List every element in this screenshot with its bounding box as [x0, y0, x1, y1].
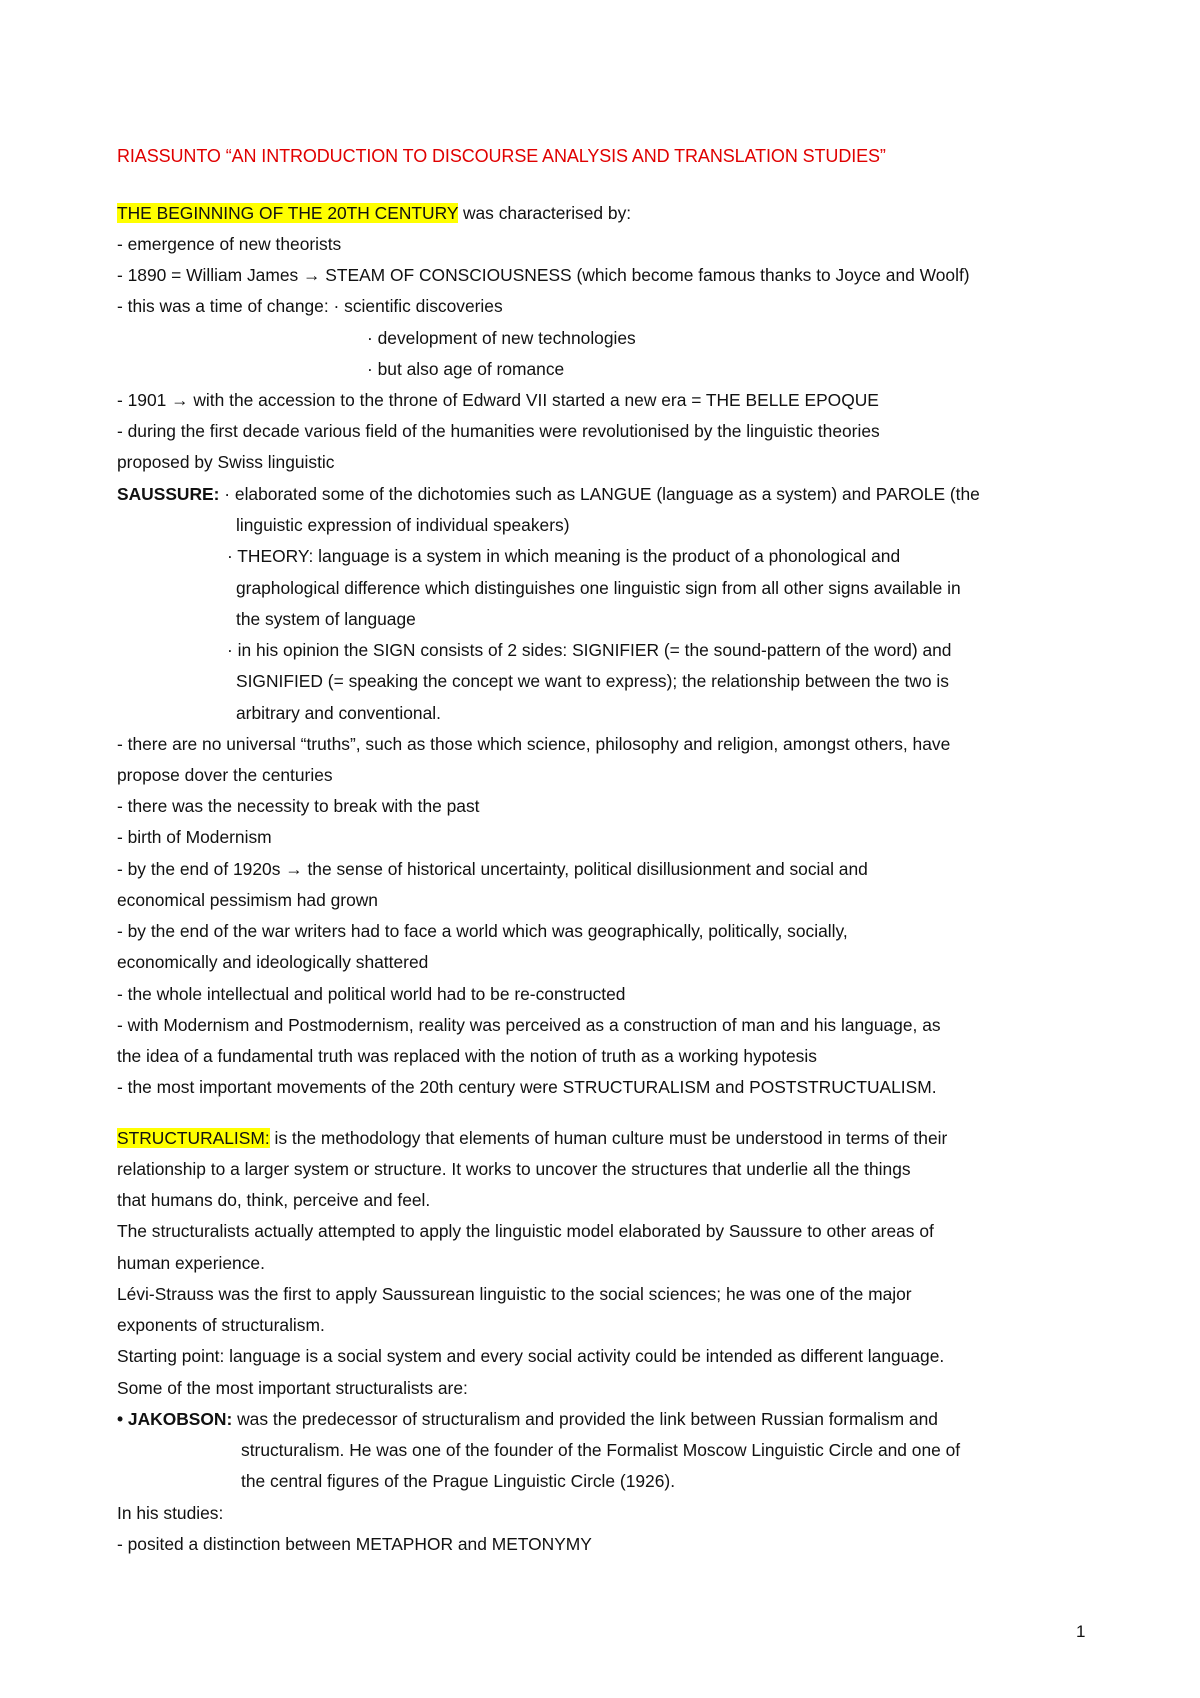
text-line: - by the end of the war writers had to face a world which was geographically, politically, socially,: [117, 921, 848, 941]
text-line: - during the first decade various field of the humanities were revolutionised by the linguistic theories: [117, 421, 880, 441]
section-heading-highlighted: THE BEGINNING OF THE 20TH CENTURY: [117, 203, 459, 223]
text-line: exponents of structuralism.: [117, 1315, 325, 1335]
text-line: economical pessimism had grown: [117, 890, 378, 910]
jakobson-label: • JAKOBSON:: [117, 1409, 233, 1429]
text-line: - by the end of 1920s → the sense of historical uncertainty, political disillusionment and social and: [117, 859, 868, 879]
text-line: - with Modernism and Postmodernism, reality was perceived as a construction of man and his language, as: [117, 1015, 941, 1035]
text-line: - birth of Modernism: [117, 827, 272, 847]
section-heading-rest: is the methodology that elements of human culture must be understood in terms of their: [269, 1128, 948, 1148]
text-line: · in his opinion the SIGN consists of 2 sides: SIGNIFIER (= the sound-pattern of the word) and: [227, 640, 952, 660]
section-heading-highlighted: STRUCTURALISM:: [117, 1128, 270, 1148]
text-line: Starting point: language is a social system and every social activity could be intended as different language.: [117, 1346, 945, 1366]
saussure-label: SAUSSURE:: [117, 484, 220, 504]
text-line: [117, 1411, 938, 1428]
text-line: - posited a distinction between METAPHOR and METONYMY: [117, 1534, 592, 1554]
text-line: the idea of a fundamental truth was replaced with the notion of truth as a working hypotesis: [117, 1046, 817, 1066]
text-line: economically and ideologically shattered: [117, 952, 429, 972]
page-number: 1: [1076, 1622, 1086, 1641]
text-line: SIGNIFIED (= speaking the concept we want to express); the relationship between the two is: [236, 671, 949, 691]
text-line: The structuralists actually attempted to apply the linguistic model elaborated by Saussure to other areas of: [117, 1221, 934, 1241]
text-line: In his studies:: [117, 1503, 224, 1523]
text-line: - there was the necessity to break with the past: [117, 796, 480, 816]
text-line: - emergence of new theorists: [117, 234, 342, 254]
section-intro-line: [117, 1130, 947, 1147]
text-line: · development of new technologies: [367, 328, 636, 348]
text-line: Lévi-Strauss was the first to apply Saussurean linguistic to the social sciences; he was one of the major: [117, 1284, 912, 1304]
text-line: - 1890 = William James → STEAM OF CONSCIOUSNESS (which become famous thanks to Joyce and Woolf): [117, 265, 970, 285]
jakobson-text: was the predecessor of structuralism and provided the link between Russian formalism and: [232, 1409, 938, 1429]
text-line: - the most important movements of the 20th century were STRUCTURALISM and POSTSTRUCTUALISM.: [117, 1077, 937, 1097]
text-line: linguistic expression of individual speakers): [236, 515, 570, 535]
saussure-text: · elaborated some of the dichotomies such as LANGUE (language as a system) and PAROLE (the: [219, 484, 980, 504]
text-line: - this was a time of change: · scientific discoveries: [117, 296, 503, 316]
text-line: human experience.: [117, 1253, 265, 1273]
text-line: arbitrary and conventional.: [236, 703, 441, 723]
text-line: the central figures of the Prague Linguistic Circle (1926).: [241, 1471, 676, 1491]
text-line: - 1901 → with the accession to the throne of Edward VII started a new era = THE BELLE EPOQUE: [117, 390, 879, 410]
text-line: proposed by Swiss linguistic: [117, 452, 335, 472]
section-heading-rest: was characterised by:: [458, 203, 632, 223]
text-line: - there are no universal “truths”, such as those which science, philosophy and religion, amongst others, have: [117, 734, 951, 754]
section-intro-line: [117, 205, 631, 222]
text-line: · THEORY: language is a system in which meaning is the product of a phonological and: [227, 546, 901, 566]
text-line: relationship to a larger system or structure. It works to uncover the structures that underlie all the things: [117, 1159, 911, 1179]
text-line: - the whole intellectual and political world had to be re-constructed: [117, 984, 626, 1004]
document-title: RIASSUNTO “AN INTRODUCTION TO DISCOURSE ANALYSIS AND TRANSLATION STUDIES”: [117, 146, 886, 166]
text-line: graphological difference which distinguishes one linguistic sign from all other signs available in: [236, 578, 961, 598]
text-line: the system of language: [236, 609, 416, 629]
text-line: propose dover the centuries: [117, 765, 333, 785]
text-line: Some of the most important structuralists are:: [117, 1378, 468, 1398]
text-line: [117, 486, 980, 503]
text-line: that humans do, think, perceive and feel.: [117, 1190, 431, 1210]
text-line: · but also age of romance: [367, 359, 565, 379]
text-line: structuralism. He was one of the founder of the Formalist Moscow Linguistic Circle and one of: [241, 1440, 961, 1460]
